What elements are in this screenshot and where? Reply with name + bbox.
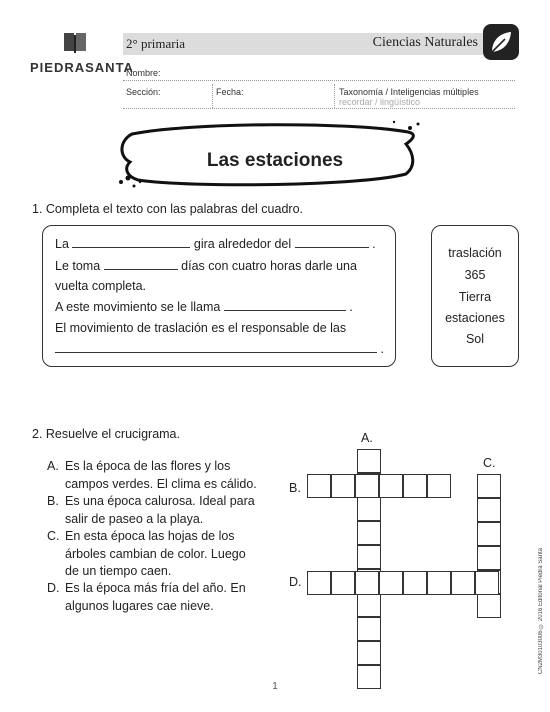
- crossword-cell[interactable]: [357, 617, 381, 641]
- crossword-label-d: D.: [289, 575, 302, 589]
- seccion-label: Sección:: [126, 87, 161, 97]
- clue-letter: D.: [47, 581, 60, 595]
- clue-line: algunos lugares cae nieve.: [65, 598, 214, 613]
- clue-line: salir de paseo a la playa.: [65, 511, 204, 526]
- clue-line: Es una época calurosa. Ideal para: [65, 494, 255, 508]
- word-bank-box: [431, 225, 519, 367]
- crossword-cell[interactable]: [477, 474, 501, 498]
- clue-c: [65, 528, 246, 581]
- crossword-cell[interactable]: [357, 641, 381, 665]
- clue-line: campos verdes. El clima es cálido.: [65, 476, 257, 491]
- blank-5[interactable]: [55, 342, 377, 353]
- crossword-cell[interactable]: [355, 571, 379, 595]
- crossword-cell[interactable]: [477, 498, 501, 522]
- nombre-label: Nombre:: [126, 68, 161, 78]
- crossword-cell[interactable]: [357, 449, 381, 473]
- crossword-cell[interactable]: [427, 571, 451, 595]
- word-bank-item: Sol: [465, 332, 485, 346]
- crossword-cell[interactable]: [307, 474, 331, 498]
- text-line-5: El movimiento de traslación es el responsable de las: [55, 321, 347, 335]
- crossword-cell[interactable]: [403, 571, 427, 595]
- text-line-4: [55, 296, 353, 318]
- word-bank-item: estaciones: [445, 311, 505, 325]
- crossword-cell[interactable]: [477, 594, 501, 618]
- clue-line: Es la época de las flores y los: [65, 459, 231, 473]
- crossword-cell[interactable]: [475, 571, 499, 595]
- blank-1[interactable]: [72, 237, 190, 248]
- text-fragment: .: [372, 237, 376, 251]
- subject-title: Ciencias Naturales: [372, 35, 478, 50]
- crossword-cell[interactable]: [331, 474, 355, 498]
- word-bank-item: 365: [464, 268, 486, 282]
- crossword-cell[interactable]: [357, 521, 381, 545]
- crossword-cell[interactable]: [379, 474, 403, 498]
- brand-logo-text: PIEDRASANTA: [30, 60, 134, 75]
- blank-2[interactable]: [295, 237, 369, 248]
- leaf-icon: [483, 24, 519, 60]
- text-line-1: [55, 233, 376, 255]
- clue-line: árboles cambian de color. Luego: [65, 546, 246, 561]
- text-fragment: La: [55, 237, 69, 251]
- text-fragment: .: [349, 300, 353, 314]
- clue-letter: C.: [47, 529, 60, 543]
- crossword-cell[interactable]: [307, 571, 331, 595]
- text-fragment: días con cuatro horas darle una: [181, 259, 357, 273]
- taxonomia-value: recordar / lingüístico: [339, 97, 421, 107]
- crossword-label-b: B.: [289, 481, 301, 495]
- seccion-line: [123, 108, 515, 109]
- fecha-label: Fecha:: [216, 87, 244, 97]
- crossword-cell[interactable]: [477, 522, 501, 546]
- blank-4[interactable]: [224, 300, 346, 311]
- crossword-cell[interactable]: [331, 571, 355, 595]
- crossword-cell[interactable]: [355, 474, 379, 498]
- text-line-2: [55, 255, 357, 277]
- crossword-cell[interactable]: [403, 474, 427, 498]
- clue-letter: A.: [47, 459, 59, 473]
- clue-line: Es la época más fría del año. En: [65, 581, 246, 595]
- page-title: Las estaciones: [206, 150, 344, 171]
- crossword-label-a: A.: [361, 431, 373, 445]
- text-fragment: gira alrededor del: [193, 237, 292, 251]
- crossword-cell[interactable]: [451, 571, 475, 595]
- crossword-cell[interactable]: [379, 571, 403, 595]
- clue-line: de un tiempo caen.: [65, 564, 172, 578]
- text-fragment: A este movimiento se le llama: [55, 300, 221, 314]
- clue-b: [65, 493, 255, 528]
- copyright-text: CN2M30103006 © 2016 Editorial Piedra Santa: [538, 548, 544, 675]
- clue-d: [65, 580, 246, 615]
- header-divider: [212, 84, 213, 108]
- nombre-line[interactable]: [123, 80, 515, 81]
- clue-line: En esta época las hojas de los: [65, 529, 235, 543]
- word-bank-item: Tierra: [458, 290, 492, 304]
- crossword-cell[interactable]: [477, 546, 501, 570]
- header-divider: [334, 84, 335, 108]
- clue-a: [65, 458, 257, 493]
- exercise2-instruction: 2. Resuelve el crucigrama.: [32, 427, 180, 441]
- text-fragment: Le toma: [55, 259, 101, 273]
- text-line-6: [55, 338, 384, 360]
- text-line-3: vuelta completa.: [55, 279, 147, 293]
- grade-label: 2° primaria: [126, 36, 185, 51]
- taxonomia-label: Taxonomía / Inteligencias múltiples: [339, 87, 479, 97]
- crossword-cell[interactable]: [357, 593, 381, 617]
- blank-3[interactable]: [104, 259, 178, 270]
- crossword-cell[interactable]: [357, 545, 381, 569]
- word-bank-item: traslación: [448, 246, 502, 260]
- crossword-cell[interactable]: [427, 474, 451, 498]
- crossword-label-c: C.: [483, 456, 496, 470]
- page-number: 1: [272, 681, 278, 692]
- exercise1-instruction: 1. Completa el texto con las palabras del cuadro.: [32, 202, 303, 216]
- text-fragment: .: [380, 342, 384, 356]
- crossword-cell[interactable]: [357, 497, 381, 521]
- book-logo-icon: [64, 33, 86, 53]
- clue-letter: B.: [47, 494, 59, 508]
